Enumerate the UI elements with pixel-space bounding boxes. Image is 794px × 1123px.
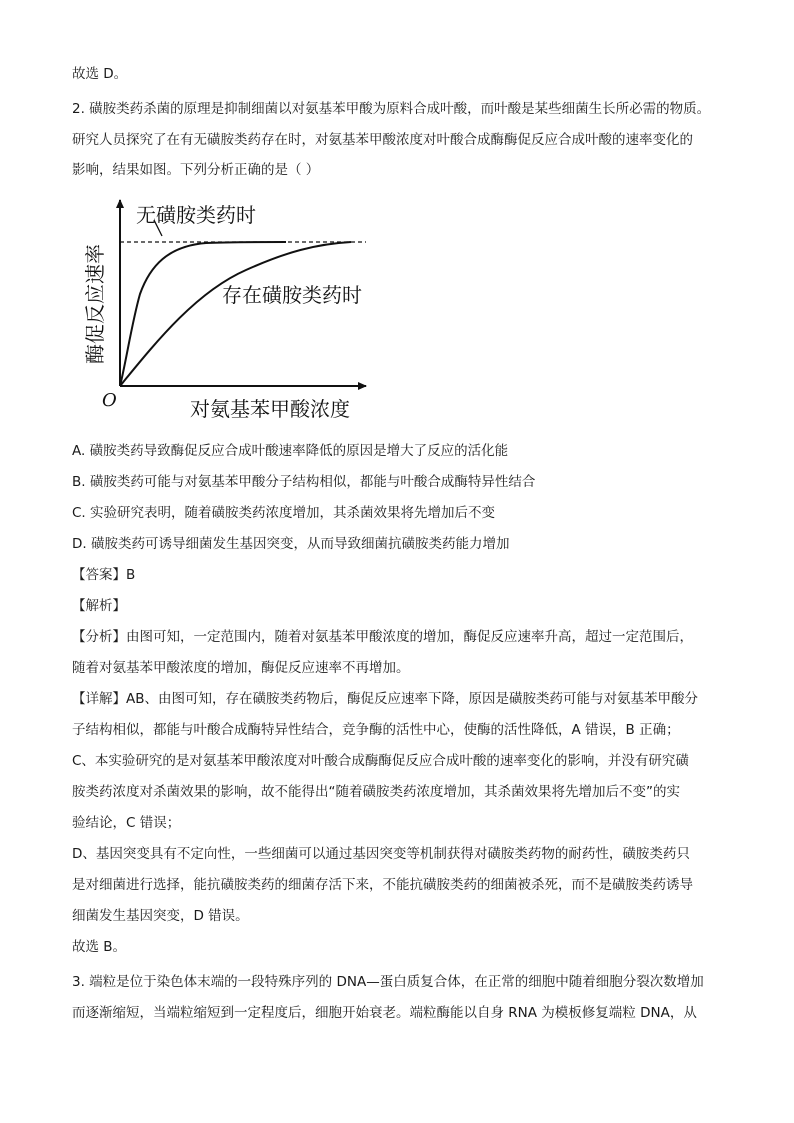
text-line: 故选 D。: [72, 66, 128, 82]
rate-graph-svg: [66, 192, 426, 432]
text-line: 胺类药浓度对杀菌效果的影响，故不能得出“随着磺胺类药浓度增加，其杀菌效果将先增加后不变”的实: [72, 784, 680, 800]
curve1-label: 无磺胺类药时: [136, 203, 256, 227]
curve-with-drug: [120, 242, 351, 386]
text-line: 【详解】AB、由图可知，存在磺胺类药物后，酶促反应速率下降，原因是磺胺类药可能与对氨基苯甲酸分: [72, 691, 698, 707]
text-line: D、基因突变具有不定向性，一些细菌可以通过基因突变等机制获得对磺胺类药物的耐药性，磺胺类药只: [72, 846, 690, 862]
rate-graph-figure: [66, 192, 426, 432]
text-line: 子结构相似，都能与叶酸合成酶特异性结合，竞争酶的活性中心，使酶的活性降低，A 错误，B 正确；: [72, 722, 680, 738]
text-line: 验结论，C 错误；: [72, 815, 181, 831]
x-axis-label: 对氨基苯甲酸浓度: [190, 397, 350, 421]
text-line: 影响，结果如图。下列分析正确的是（ ）: [72, 162, 320, 178]
text-line: 随着对氨基苯甲酸浓度的增加，酶促反应速率不再增加。: [72, 660, 410, 676]
text-line: 【分析】由图可知，一定范围内，随着对氨基苯甲酸浓度的增加，酶促反应速率升高，超过一定范围后，: [72, 629, 693, 645]
text-line: 3. 端粒是位于染色体末端的一段特殊序列的 DNA—蛋白质复合体，在正常的细胞中随着细胞分裂次数增加: [72, 974, 704, 990]
origin-label: O: [102, 390, 117, 411]
text-line: 细菌发生基因突变，D 错误。: [72, 908, 249, 924]
text-line: C、本实验研究的是对氨基苯甲酸浓度对叶酸合成酶酶促反应合成叶酸的速率变化的影响，并没有研究磺: [72, 753, 689, 769]
text-line: 而逐渐缩短，当端粒缩短到一定程度后，细胞开始衰老。端粒酶能以自身 RNA 为模板修复端粒 DNA，从: [72, 1005, 697, 1021]
y-axis-label: 酶促反应速率: [83, 244, 107, 364]
answer-line: 【答案】B: [72, 567, 136, 583]
curve2-label: 存在磺胺类药时: [222, 283, 362, 307]
option-b: B. 磺胺类药可能与对氨基苯甲酸分子结构相似，都能与叶酸合成酶特异性结合: [72, 474, 536, 490]
text-line: 研究人员探究了在有无磺胺类药存在时，对氨基苯甲酸浓度对叶酸合成酶酶促反应合成叶酸的速率变化的: [72, 132, 693, 148]
option-a: A. 磺胺类药导致酶促反应合成叶酸速率降低的原因是增大了反应的活化能: [72, 443, 509, 459]
option-c: C. 实验研究表明，随着磺胺类药浓度增加，其杀菌效果将先增加后不变: [72, 505, 496, 521]
option-d: D. 磺胺类药可诱导细菌发生基因突变，从而导致细菌抗磺胺类药能力增加: [72, 536, 510, 552]
text-line: 2. 磺胺类药杀菌的原理是抑制细菌以对氨基苯甲酸为原料合成叶酸，而叶酸是某些细菌生长所必需的物质。: [72, 101, 711, 117]
text-line: 是对细菌进行选择，能抗磺胺类药的细菌存活下来，不能抗磺胺类药的细菌被杀死，而不是磺胺类药诱导: [72, 877, 693, 893]
analysis-heading: 【解析】: [72, 598, 126, 614]
text-line: 故选 B。: [72, 939, 127, 955]
